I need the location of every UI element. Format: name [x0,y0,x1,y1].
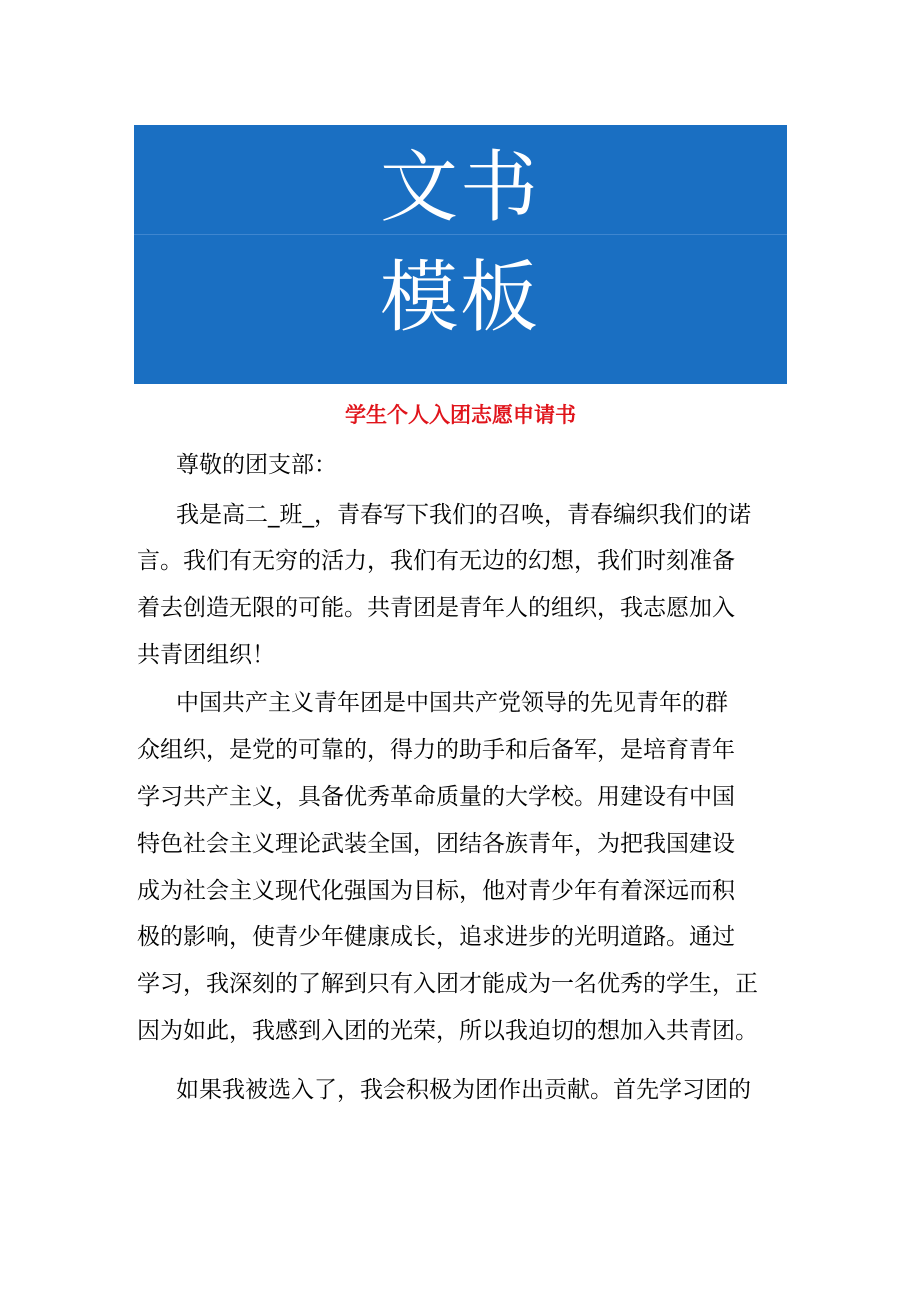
salutation: 尊敬的团支部： [176,452,337,478]
body-line: 言。我们有无穷的活力，我们有无边的幻想，我们时刻准备 [137,548,735,574]
document-title: 学生个人入团志愿申请书 [345,403,576,427]
body-line: 成为社会主义现代化强国为目标，他对青少年有着深远而积 [137,878,735,904]
body-line: 因为如此，我感到入团的光荣，所以我迫切的想加入共青团。 [137,1018,758,1044]
banner-title-line2: 模板 [379,253,540,343]
body-line: 共青团组织！ [137,642,275,668]
banner-divider [134,234,787,235]
body-line: 极的影响，使青少年健康成长，追求进步的光明道路。通过 [137,924,735,950]
body-line: 如果我被选入了，我会积极为团作出贡献。首先学习团的 [176,1077,751,1103]
banner-title-line1: 文书 [379,143,540,233]
body-line: 学习，我深刻的了解到只有入团才能成为一名优秀的学生，正 [137,971,758,997]
body-line: 中国共产主义青年团是中国共产党领导的先见青年的群 [176,690,728,716]
body-line: 特色社会主义理论武装全国，团结各族青年，为把我国建设 [137,831,735,857]
body-line: 我是高二_班_，青春写下我们的召唤，青春编织我们的诺 [176,502,751,528]
body-line: 学习共产主义，具备优秀革命质量的大学校。用建设有中国 [137,784,735,810]
body-line: 着去创造无限的可能。共青团是青年人的组织，我志愿加入 [137,595,735,621]
body-line: 众组织，是党的可靠的，得力的助手和后备军，是培育青年 [137,737,735,763]
